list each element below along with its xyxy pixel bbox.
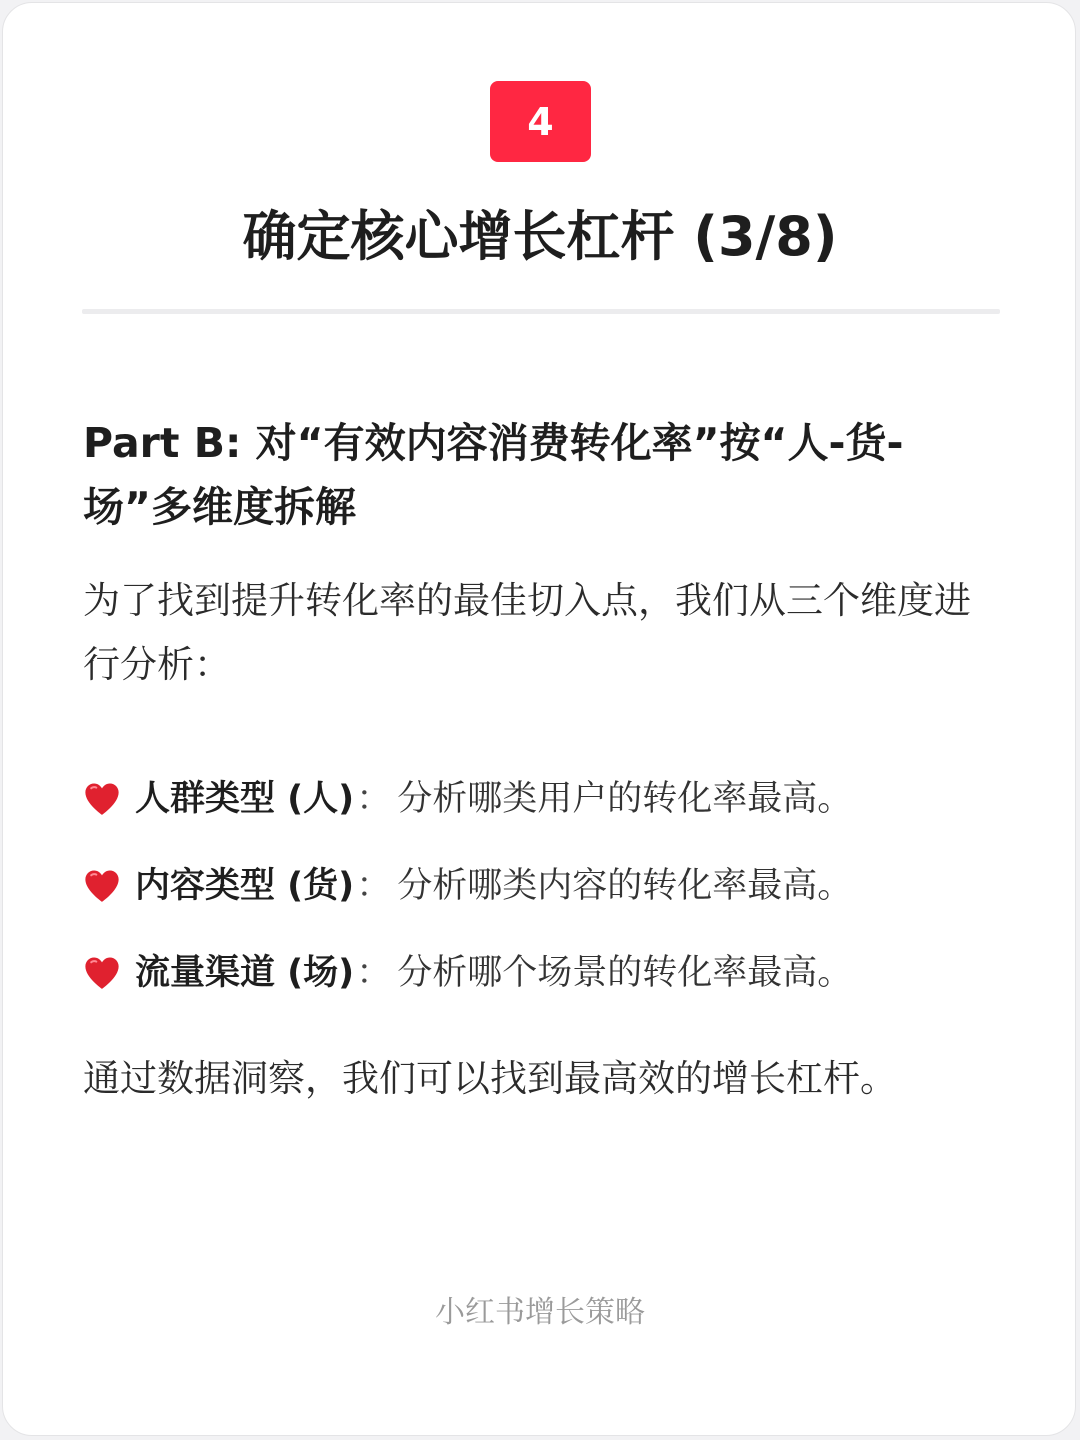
dimension-list [83,755,1003,1016]
list-item-colon: ： [356,952,392,993]
footer-brand: 小红书增长策略 [435,1295,645,1330]
list-item-colon: ： [356,778,392,819]
page-number-badge: 4 [490,81,591,162]
heart-icon [83,781,121,817]
list-item-label: 流量渠道 (场) [135,952,355,993]
list-item-label: 人群类型 (人) [135,778,355,819]
list-item-label: 内容类型 (货) [135,865,355,906]
heart-icon [83,955,121,991]
list-item [83,842,1003,929]
list-item [83,929,1003,1016]
list-item-description: 分析哪个场景的转化率最高。 [397,952,853,993]
title-divider [82,309,1000,314]
list-item-description: 分析哪类内容的转化率最高。 [397,865,853,906]
slide-card [2,2,1076,1436]
list-item [83,755,1003,842]
heart-icon [83,868,121,904]
section-title: Part B: 对“有效内容消费转化率”按“人-货-场”多维度拆解 [83,419,904,531]
list-item-description: 分析哪类用户的转化率最高。 [397,778,853,819]
list-item-colon: ： [356,865,392,906]
conclusion-paragraph: 通过数据洞察，我们可以找到最高效的增长杠杆。 [83,1057,897,1100]
page-title: 确定核心增长杠杆 (3/8) [242,205,838,268]
intro-paragraph: 为了找到提升转化率的最佳切入点，我们从三个维度进行分析： [83,579,971,686]
